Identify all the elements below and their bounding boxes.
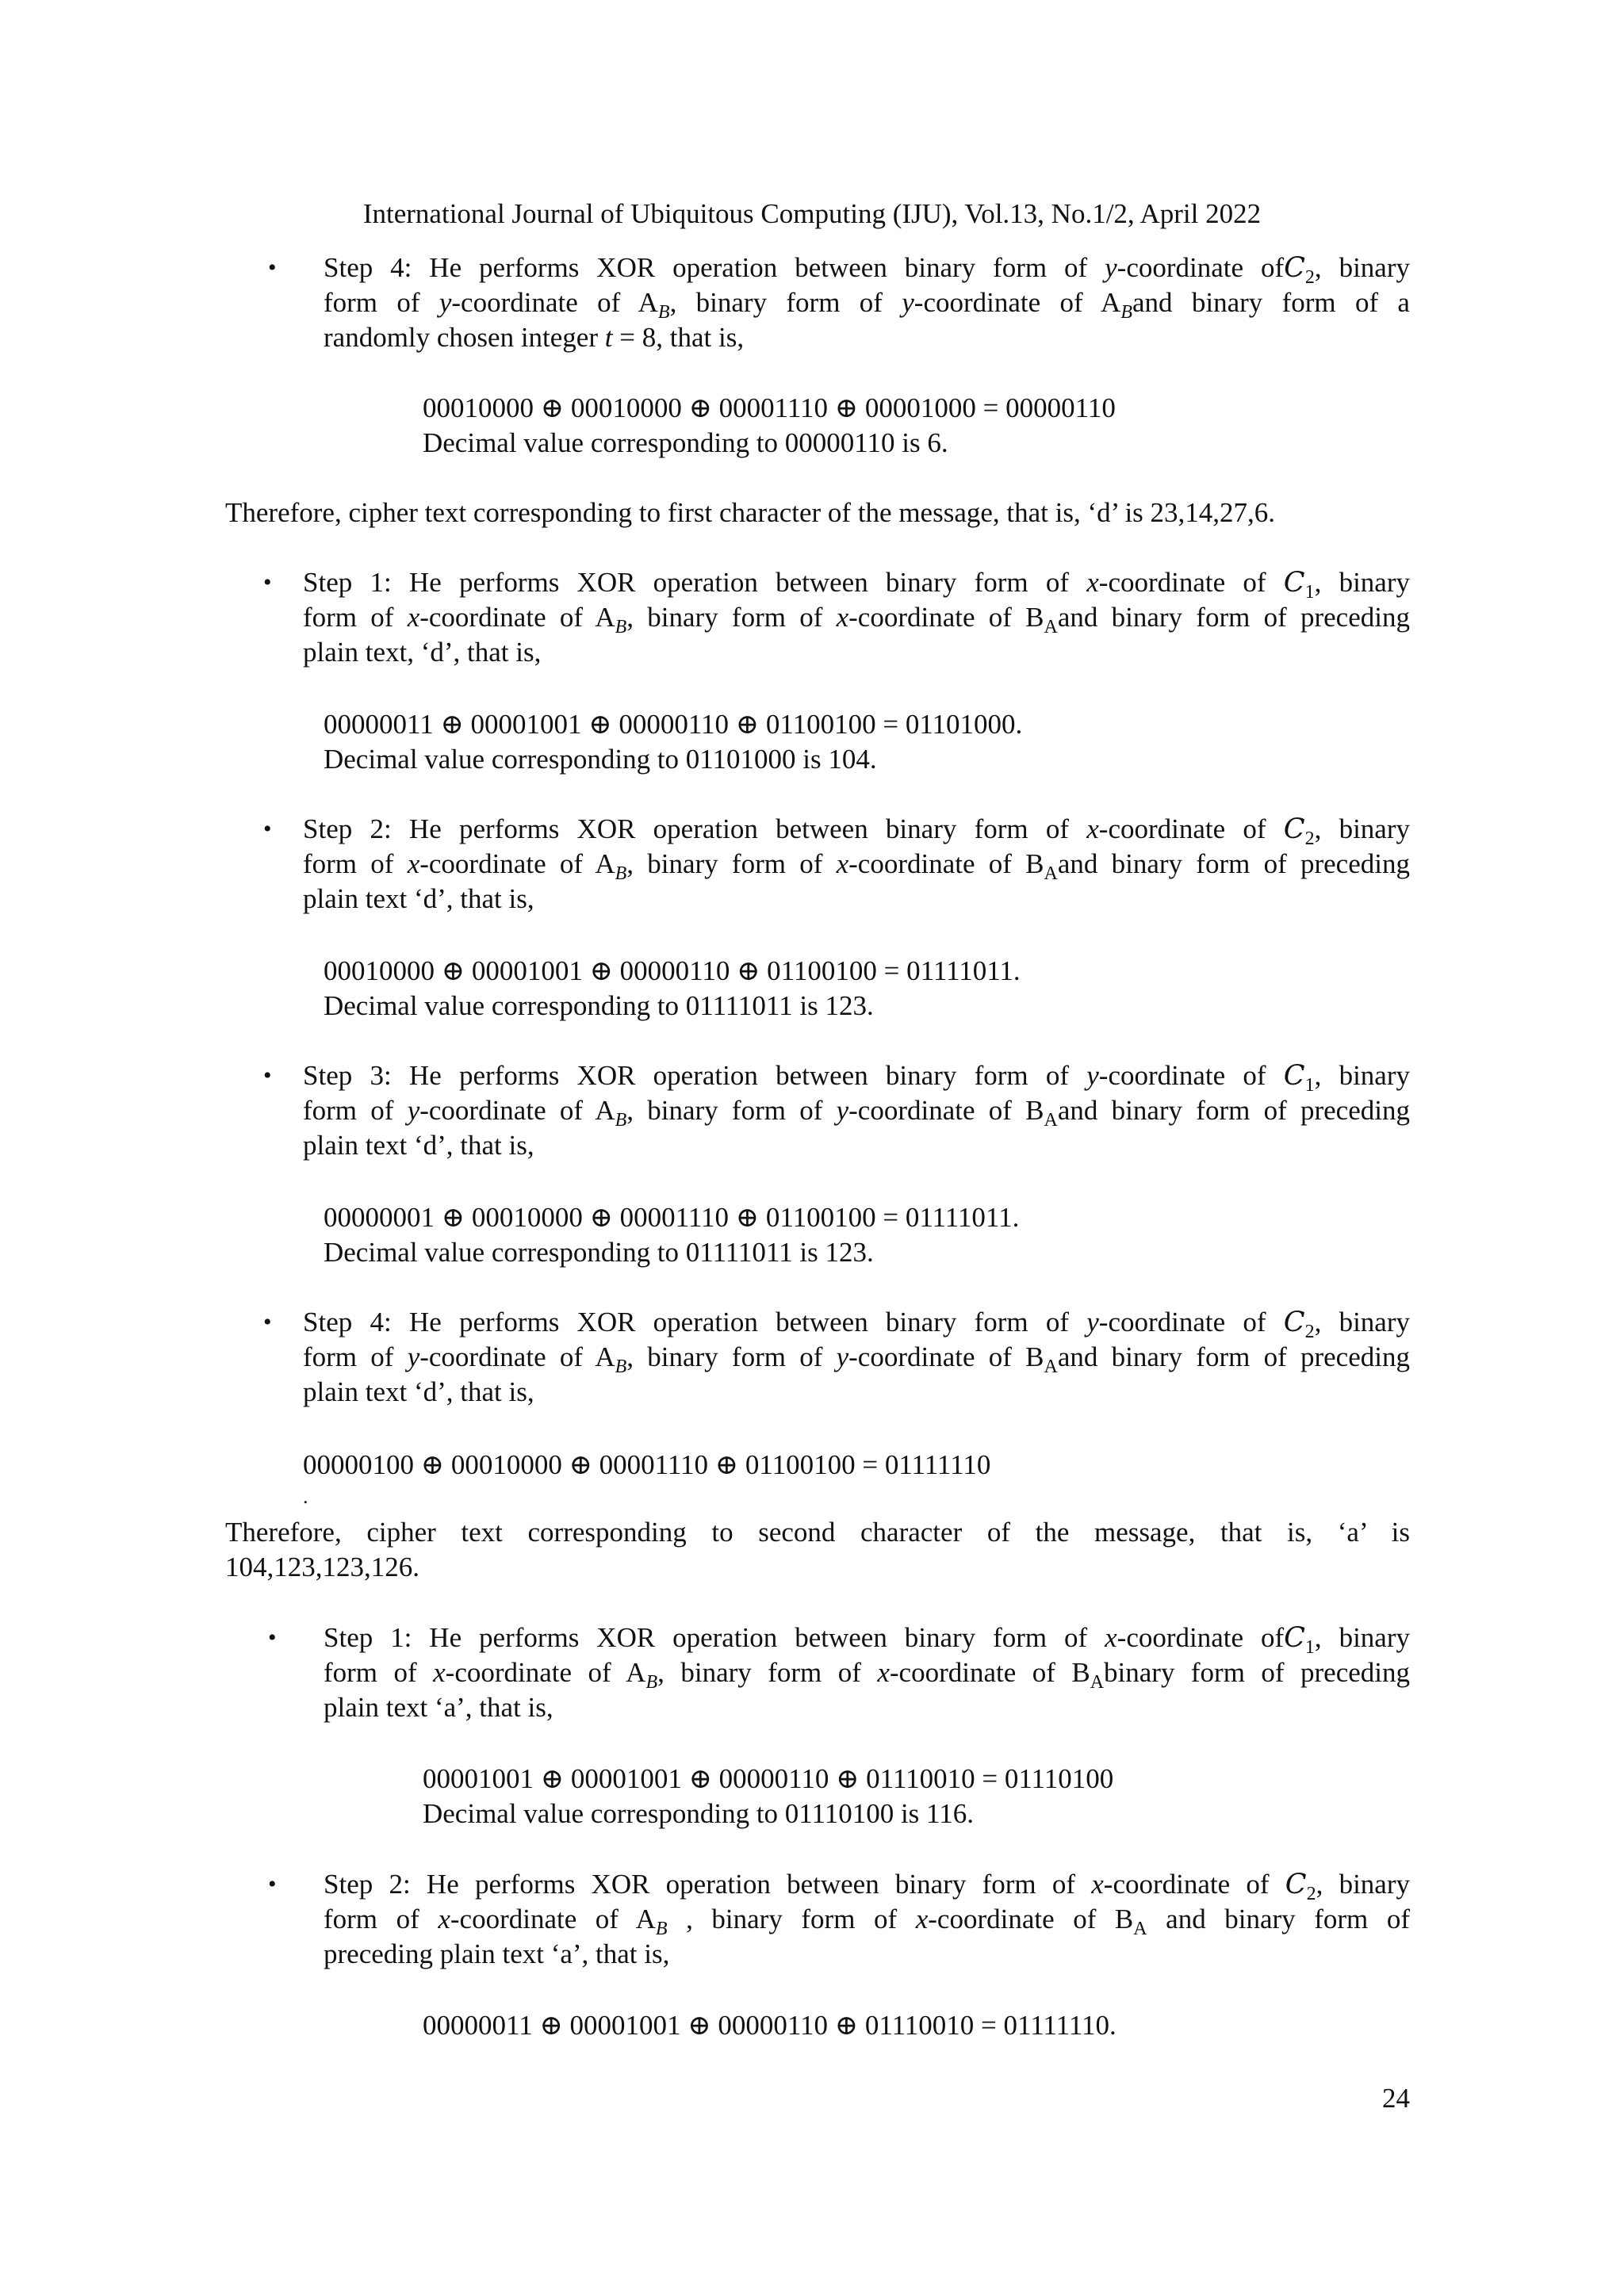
s2-step2: • Step 2: He performs XOR operation between binary form of x-coordinate of $C_2$, binary form of x-coordinate of $A_B$, binary form of x-coordinate of $B_Aand$ binary form of preceding plain text ‘d’, that is, <box>263 813 1410 914</box>
bullet: • <box>263 1309 272 1335</box>
therefore-second-character: Therefore, cipher text corresponding to second character of the message, that is, ‘a’ is 104,123,123,126. <box>225 1517 1410 1582</box>
s1-step4-result: Decimal value corresponding to 00000110 is 6. <box>423 427 948 458</box>
s2-step1-result: Decimal value corresponding to 01101000 is 104. <box>324 744 877 775</box>
s2-step4-equation: 00000100 ⊕ 00010000 ⊕ 00001110 ⊕ 01100100 = 01111110 <box>303 1449 991 1480</box>
bullet: • <box>263 1062 272 1089</box>
bullet: • <box>268 1624 277 1651</box>
s1-step4-equation: 00010000 ⊕ 00010000 ⊕ 00001110 ⊕ 00001000 = 00000110 <box>423 392 1116 423</box>
running-header: International Journal of Ubiquitous Computing (IJU), Vol.13, No.1/2, April 2022 <box>362 198 1262 229</box>
s2-step1: • Step 1: He performs XOR operation between binary form of x-coordinate of $C_1$, binary form of x-coordinate of $A_B$, binary form of x-coordinate of $B_Aand$ binary form of preceding plain text, ‘d’, that is, <box>263 567 1410 668</box>
bullet: • <box>268 1871 277 1897</box>
s1-step4-line2: form of y-coordinate of $A_B$, binary form of y-coordinate of $A_Band$ binary form of a <box>324 287 1410 323</box>
s2-step2-equation: 00010000 ⊕ 00001001 ⊕ 00000110 ⊕ 01100100 = 01111011. <box>324 955 1021 986</box>
bullet: • <box>263 569 272 595</box>
s3-step2: • Step 2: He performs XOR operation between binary form of x-coordinate of $C_2$, binary form of x-coordinate of $A_B$ , binary form of x-coordinate of $B_A$ and binary form of preceding plain text ‘a’, that is, <box>268 1869 1410 1969</box>
s2-step3: • Step 3: He performs XOR operation between binary form of y-coordinate of $C_1$, binary form of y-coordinate of $A_B$, binary form of y-coordinate of $B_Aand$ binary form of preceding plain text ‘d’, that is, <box>263 1060 1410 1161</box>
s3-step1: • Step 1: He performs XOR operation between binary form of x-coordinate ofC$_1$, binary form of x-coordinate of $A_B$, binary form of x-coordinate of $B_Abinary$ form of preceding plain text ‘a’, that is, <box>268 1622 1410 1723</box>
s1-step4-line3: randomly chosen integer t = 8, that is, <box>324 322 745 353</box>
s3-step2-equation: 00000011 ⊕ 00001001 ⊕ 00000110 ⊕ 01110010 = 01111110. <box>423 2010 1116 2041</box>
s2-step2-result: Decimal value corresponding to 01111011 is 123. <box>324 990 874 1021</box>
s2-step3-equation: 00000001 ⊕ 00010000 ⊕ 00001110 ⊕ 01100100 = 01111011. <box>324 1202 1020 1233</box>
s3-step1-equation: 00001001 ⊕ 00001001 ⊕ 00000110 ⊕ 01110010 = 01110100 <box>423 1763 1114 1794</box>
s1-step4 <box>268 251 1410 355</box>
page-number: 24 <box>1382 2083 1410 2114</box>
bullet: • <box>263 816 272 842</box>
s2-step4-dot: . <box>303 1485 308 1508</box>
therefore-first-character: Therefore, cipher text corresponding to first character of the message, that is, ‘d’ is 23,14,27,6. <box>225 497 1276 528</box>
s1-step4-line1: Step 4: He performs XOR operation between binary form of y-coordinate ofC$_2$, binary <box>324 252 1410 288</box>
s2-step3-result: Decimal value corresponding to 01111011 is 123. <box>324 1237 874 1268</box>
s2-step4: • Step 4: He performs XOR operation between binary form of y-coordinate of $C_2$, binary form of y-coordinate of $A_B$, binary form of y-coordinate of $B_Aand$ binary form of preceding plain text ‘d’, that is, <box>263 1307 1410 1407</box>
s3-step1-result: Decimal value corresponding to 01110100 is 116. <box>423 1798 974 1829</box>
s2-step1-equation: 00000011 ⊕ 00001001 ⊕ 00000110 ⊕ 01100100 = 01101000. <box>324 709 1023 740</box>
bullet: • <box>268 254 277 281</box>
